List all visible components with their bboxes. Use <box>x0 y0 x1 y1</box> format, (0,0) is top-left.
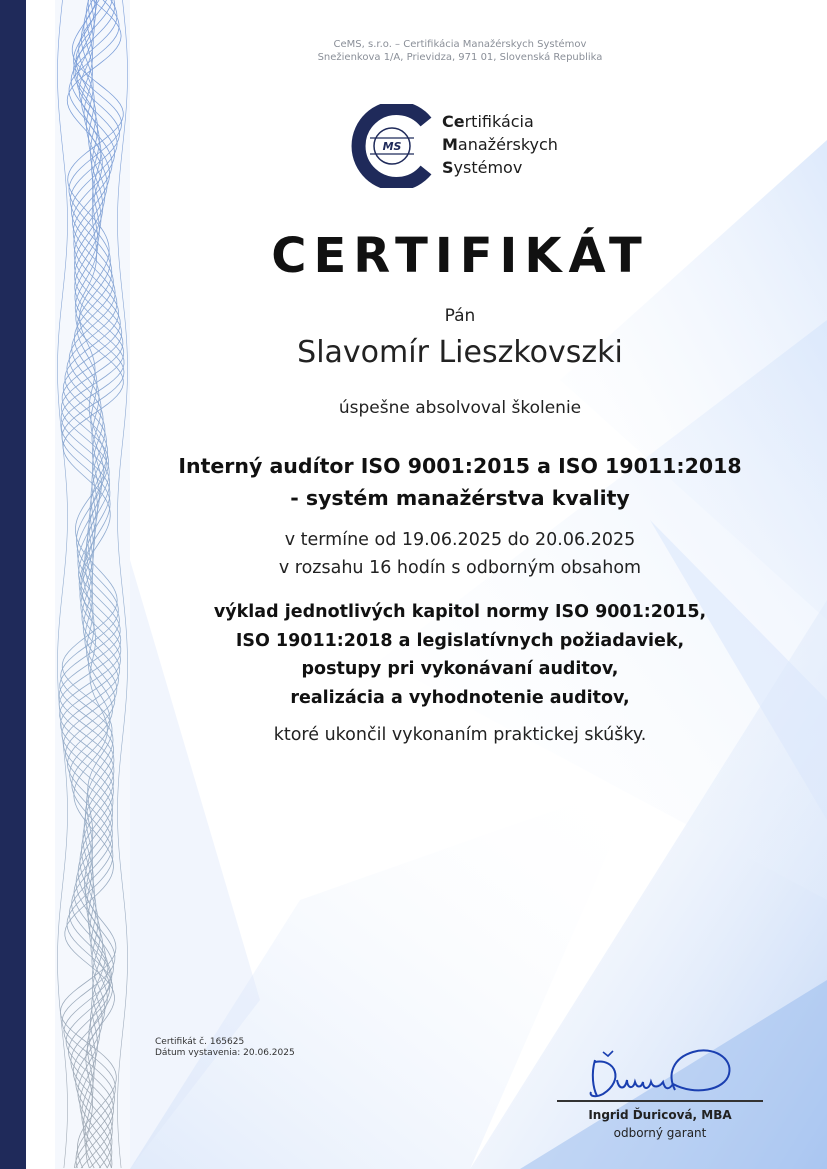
issuer-header <box>140 38 780 64</box>
issue-date: Dátum vystavenia: 20.06.2025 <box>155 1048 295 1058</box>
issuer-name: CeMS, s.r.o. – Certifikácia Manažérskych Systémov <box>333 39 587 50</box>
certificate-title: CERTIFIKÁT <box>271 228 649 284</box>
signatory-role: odborný garant <box>613 1126 707 1140</box>
course-scope: v rozsahu 16 hodín s odborným obsahom <box>278 558 642 578</box>
salutation: Pán <box>444 306 476 326</box>
recipient-name: Slavomír Lieszkovszki <box>297 335 623 370</box>
course-details <box>140 526 780 582</box>
closing-statement: ktoré ukončil vykonaním praktickej skúšky. <box>273 725 647 745</box>
signature-block <box>555 1040 765 1150</box>
company-logo <box>350 104 590 188</box>
topic-item: ISO 19011:2018 a legislatívnych požiadaviek, <box>235 630 685 651</box>
topic-item: postupy pri vykonávaní auditov, <box>301 659 619 679</box>
course-dates: v termíne od 19.06.2025 do 20.06.2025 <box>284 530 636 550</box>
course-topics <box>140 598 780 712</box>
issuer-address: Snežienkova 1/A, Prievidza, 971 01, Slovenská Republika <box>317 52 603 63</box>
completion-statement: úspešne absolvoval školenie <box>338 398 582 418</box>
course-title <box>140 450 780 514</box>
handwritten-signature <box>555 1040 765 1102</box>
course-title-line-2: - systém manažérstva kvality <box>290 486 630 510</box>
certificate-number: Certifikát č. 165625 <box>155 1037 245 1047</box>
course-title-line-1: Interný audítor ISO 9001:2015 a ISO 19011:2018 <box>178 454 742 478</box>
certificate-meta <box>155 1037 295 1059</box>
logo-mark-text: MS <box>382 140 402 153</box>
logo-wordmark: Certifikácia Manažérskych Systémov <box>442 112 558 177</box>
guilloche-border <box>55 0 130 1169</box>
decorative-side-band <box>0 0 26 1169</box>
topic-item: realizácia a vyhodnotenie auditov, <box>290 687 630 708</box>
topic-item: výklad jednotlivých kapitol normy ISO 9001:2015, <box>213 602 707 622</box>
logo-mark-icon <box>350 104 436 188</box>
signatory-name: Ingrid Ďuricová, MBA <box>588 1108 732 1122</box>
signature-line <box>557 1100 763 1102</box>
